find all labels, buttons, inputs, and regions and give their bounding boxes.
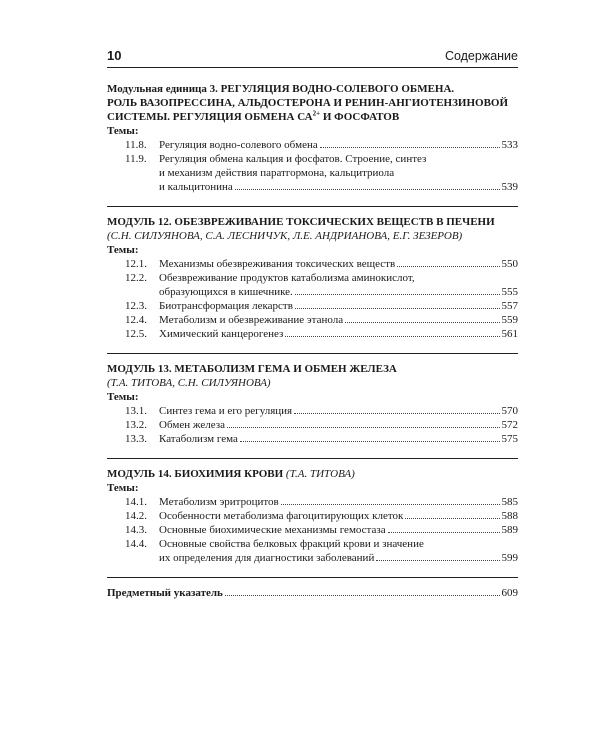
entry-page: 575 xyxy=(501,433,518,445)
entry-title: Обмен железа xyxy=(159,419,225,431)
entry-title: Метаболизм и обезвреживание этанола xyxy=(159,314,344,326)
entry-title: Регуляция обмена кальция и фосфатов. Строение, синтез xyxy=(159,153,427,165)
entry-title: Синтез гема и его регуляция xyxy=(159,405,293,417)
entry-number: 13.2. xyxy=(125,419,147,431)
leader-dots xyxy=(225,595,500,596)
leader-dots xyxy=(397,266,499,267)
toc-entry[interactable] xyxy=(125,271,518,299)
topics-label: Темы: xyxy=(107,244,139,256)
toc-entry[interactable] xyxy=(125,432,518,446)
entry-number: 13.3. xyxy=(125,433,147,445)
section-title: Модульная единица 3. РЕГУЛЯЦИЯ ВОДНО-СОЛЕВОГО ОБМЕНА. РОЛЬ ВАЗОПРЕССИНА, АЛЬДОСТЕРОНА И РЕНИН-АНГИОТЕНЗИНОВОЙ СИСТЕМЫ. РЕГУЛЯЦИЯ ОБМЕНА $СА^{2+}$ И ФОСФАТОВ xyxy=(107,83,509,123)
toc-section-module-12 xyxy=(107,206,518,341)
topics-label: Темы: xyxy=(107,125,139,137)
toc-entry[interactable] xyxy=(125,537,518,565)
toc-section-module-14 xyxy=(107,458,518,565)
section-title: МОДУЛЬ 14. БИОХИМИЯ КРОВИ xyxy=(107,468,284,480)
entry-number: 14.3. xyxy=(125,524,147,536)
entry-number: 11.8. xyxy=(125,139,147,151)
leader-dots xyxy=(285,336,499,337)
entry-page: 585 xyxy=(501,496,518,508)
topics-label: Темы: xyxy=(107,391,139,403)
entry-page: 550 xyxy=(501,258,518,270)
entry-page: 589 xyxy=(501,524,518,536)
page-number: 10 xyxy=(107,48,122,63)
section-title: МОДУЛЬ 12. ОБЕЗВРЕЖИВАНИЕ ТОКСИЧЕСКИХ ВЕЩЕСТВ В ПЕЧЕНИ xyxy=(107,216,495,228)
entry-page: 570 xyxy=(501,405,518,417)
section-authors: (Т.А. ТИТОВА, С.Н. СИЛУЯНОВА) xyxy=(107,377,271,389)
leader-dots xyxy=(294,413,499,414)
index-page: 609 xyxy=(501,587,518,599)
leader-dots xyxy=(295,294,500,295)
leader-dots xyxy=(405,518,499,519)
topics-label: Темы: xyxy=(107,482,139,494)
toc-section-module-13 xyxy=(107,353,518,446)
leader-dots xyxy=(320,147,500,148)
entry-page: 559 xyxy=(501,314,518,326)
entry-number: 14.4. xyxy=(125,538,147,550)
toc-entry[interactable] xyxy=(125,152,518,194)
entry-number: 11.9. xyxy=(125,153,147,165)
entry-page: 572 xyxy=(501,419,518,431)
entry-page: 533 xyxy=(501,139,518,151)
section-authors: (С.Н. СИЛУЯНОВА, С.А. ЛЕСНИЧУК, Л.Е. АНДРИАНОВА, Е.Г. ЗЕЗЕРОВ) xyxy=(107,230,463,242)
leader-dots xyxy=(388,532,500,533)
entry-title-cont: их определения для диагностики заболеваний xyxy=(159,552,375,564)
toc-section-unit-3 xyxy=(107,82,518,194)
toc-entry-index[interactable] xyxy=(107,586,518,600)
toc xyxy=(107,82,518,612)
entry-title: Метаболизм эритроцитов xyxy=(159,496,279,508)
toc-entry[interactable] xyxy=(125,138,518,152)
section-title: МОДУЛЬ 13. МЕТАБОЛИЗМ ГЕМА И ОБМЕН ЖЕЛЕЗА xyxy=(107,363,397,375)
entry-page: 599 xyxy=(501,552,518,564)
entry-number: 12.3. xyxy=(125,300,147,312)
toc-entry[interactable] xyxy=(125,523,518,537)
leader-dots xyxy=(240,441,500,442)
leader-dots xyxy=(345,322,499,323)
toc-entry[interactable] xyxy=(125,257,518,271)
entry-number: 14.2. xyxy=(125,510,147,522)
entry-page: 539 xyxy=(501,181,518,193)
toc-entry[interactable] xyxy=(125,313,518,327)
toc-entry[interactable] xyxy=(125,418,518,432)
leader-dots xyxy=(235,189,500,190)
toc-entry[interactable] xyxy=(125,404,518,418)
entry-page: 555 xyxy=(501,286,518,298)
entry-page: 557 xyxy=(501,300,518,312)
entry-title: Биотрансформация лекарств xyxy=(159,300,293,312)
entry-title: Особенности метаболизма фагоцитирующих клеток xyxy=(159,510,404,522)
running-title: Содержание xyxy=(444,49,518,63)
entry-number: 14.1. xyxy=(125,496,147,508)
entry-title: Катаболизм гема xyxy=(159,433,238,445)
toc-entry[interactable] xyxy=(125,495,518,509)
entry-title: Основные свойства белковых фракций крови и значение xyxy=(159,538,424,550)
page-header xyxy=(107,48,518,68)
entry-page: 588 xyxy=(501,510,518,522)
entry-title-cont: и механизм действия паратгормона, кальцитриола xyxy=(159,167,395,179)
entry-number: 12.5. xyxy=(125,328,147,340)
toc-entry[interactable] xyxy=(125,299,518,313)
leader-dots xyxy=(376,560,499,561)
toc-index-section xyxy=(107,577,518,600)
section-heading xyxy=(107,467,518,481)
entry-title: Механизмы обезвреживания токсических веществ xyxy=(159,258,396,270)
entry-title: Регуляция водно-солевого обмена xyxy=(159,139,318,151)
section-authors: (Т.А. ТИТОВА) xyxy=(285,468,355,480)
entry-title: Основные биохимические механизмы гемостаза xyxy=(159,524,386,536)
entry-title: Химический канцерогенез xyxy=(159,328,284,340)
entry-number: 12.1. xyxy=(125,258,147,270)
entry-number: 12.2. xyxy=(125,272,147,284)
entry-number: 13.1. xyxy=(125,405,147,417)
entry-title-cont: образующихся в кишечнике. xyxy=(159,286,293,298)
entry-number: 12.4. xyxy=(125,314,147,326)
entry-title: Обезвреживание продуктов катаболизма аминокислот, xyxy=(159,272,415,284)
leader-dots xyxy=(281,504,500,505)
entry-title-cont: и кальцитонина xyxy=(159,181,233,193)
toc-entry[interactable] xyxy=(125,509,518,523)
toc-entry[interactable] xyxy=(125,327,518,341)
leader-dots xyxy=(227,427,500,428)
leader-dots xyxy=(295,308,500,309)
index-label: Предметный указатель xyxy=(107,587,223,599)
entry-page: 561 xyxy=(501,328,518,340)
